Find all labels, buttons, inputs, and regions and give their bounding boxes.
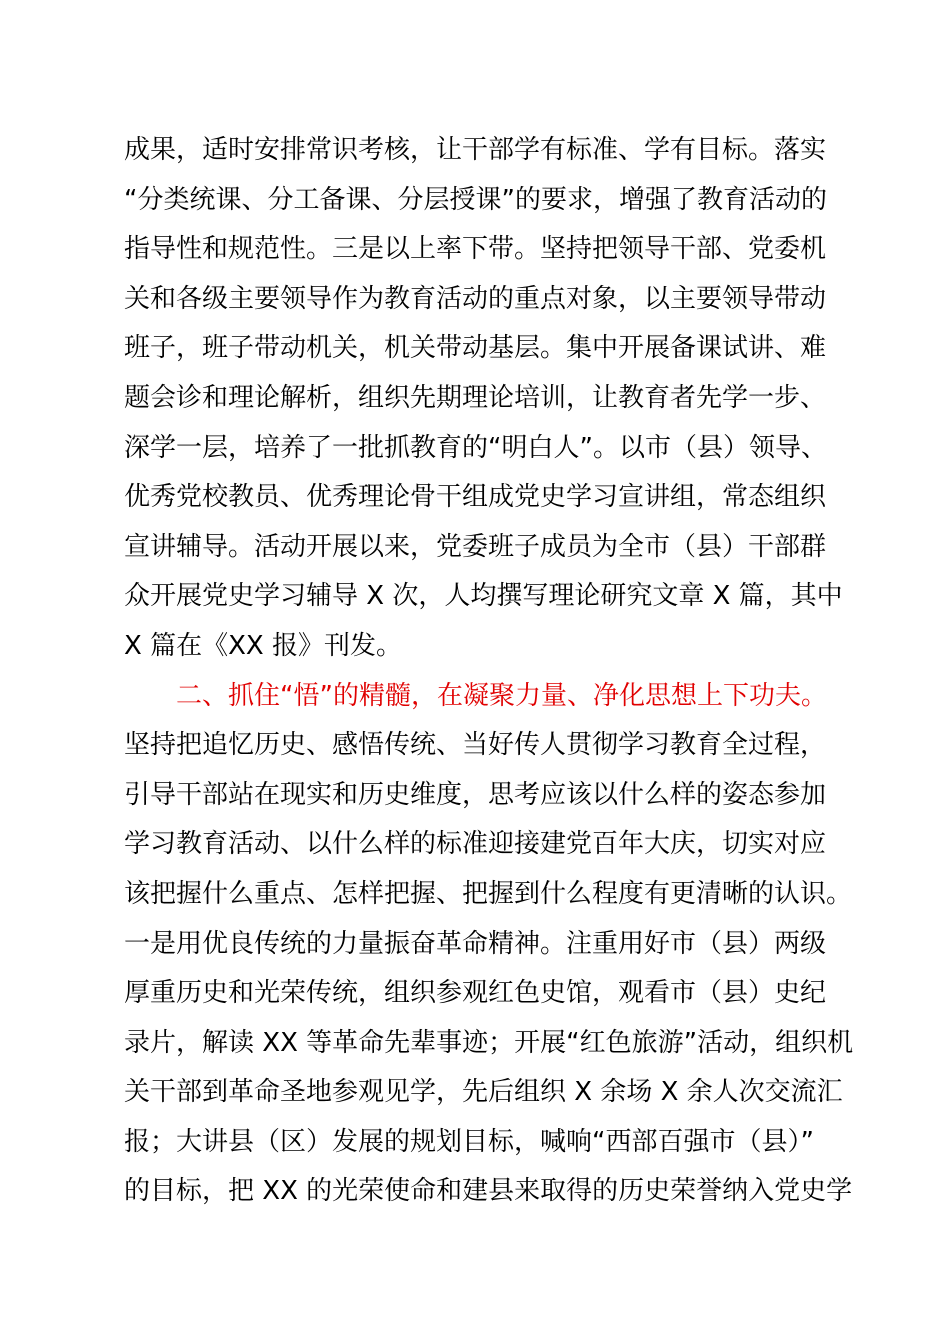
section-heading: 二、抓住“悟”的精髓，在凝聚力量、净化思想上下功夫。	[176, 680, 827, 711]
body-line-9: 宣讲辅导。活动开展以来，党委班子成员为全市（县）干部群	[124, 531, 827, 562]
body-line-6: 题会诊和理论解析，组织先期理论培训，让教育者先学一步、	[124, 382, 827, 413]
body-line-11: X 篇在《XX 报》刊发。	[124, 630, 402, 661]
body-line-2: “分类统课、分工备课、分层授课”的要求，增强了教育活动的	[124, 184, 827, 215]
body-line-18: 录片，解读 XX 等革命先辈事迹；开展“红色旅游”活动，组织机	[124, 1027, 854, 1058]
body-line-13: 引导干部站在现实和历史维度，思考应该以什么样的姿态参加	[124, 779, 827, 810]
body-line-17: 厚重历史和光荣传统，组织参观红色史馆，观看市（县）史纪	[124, 978, 827, 1009]
body-line-19: 关干部到革命圣地参观见学，先后组织 X 余场 X 余人次交流汇	[124, 1077, 843, 1108]
body-line-20: 报；大讲县（区）发展的规划目标，喊响“西部百强市（县）”	[124, 1126, 814, 1157]
body-line-10: 众开展党史学习辅导 X 次，人均撰写理论研究文章 X 篇，其中	[124, 581, 843, 612]
body-line-5: 班子，班子带动机关，机关带动基层。集中开展备课试讲、难	[124, 333, 827, 364]
body-line-8: 优秀党校教员、优秀理论骨干组成党史学习宣讲组，常态组织	[124, 482, 827, 513]
body-line-16: 一是用优良传统的力量振奋革命精神。注重用好市（县）两级	[124, 928, 827, 959]
body-line-15: 该把握什么重点、怎样把握、把握到什么程度有更清晰的认识。	[124, 878, 853, 909]
body-line-14: 学习教育活动、以什么样的标准迎接建党百年大庆，切实对应	[124, 829, 827, 860]
document-body	[124, 126, 854, 1217]
body-line-3: 指导性和规范性。三是以上率下带。坚持把领导干部、党委机	[124, 234, 827, 265]
body-line-4: 关和各级主要领导作为教育活动的重点对象，以主要领导带动	[124, 283, 827, 314]
body-line-1: 成果，适时安排常识考核，让干部学有标准、学有目标。落实	[124, 135, 827, 165]
body-line-7: 深学一层，培养了一批抓教育的“明白人”。以市（县）领导、	[124, 432, 827, 463]
body-line-12: 坚持把追忆历史、感悟传统、当好传人贯彻学习教育全过程，	[124, 730, 827, 761]
body-line-21: 的目标，把 XX 的光荣使命和建县来取得的历史荣誉纳入党史学	[124, 1176, 853, 1207]
